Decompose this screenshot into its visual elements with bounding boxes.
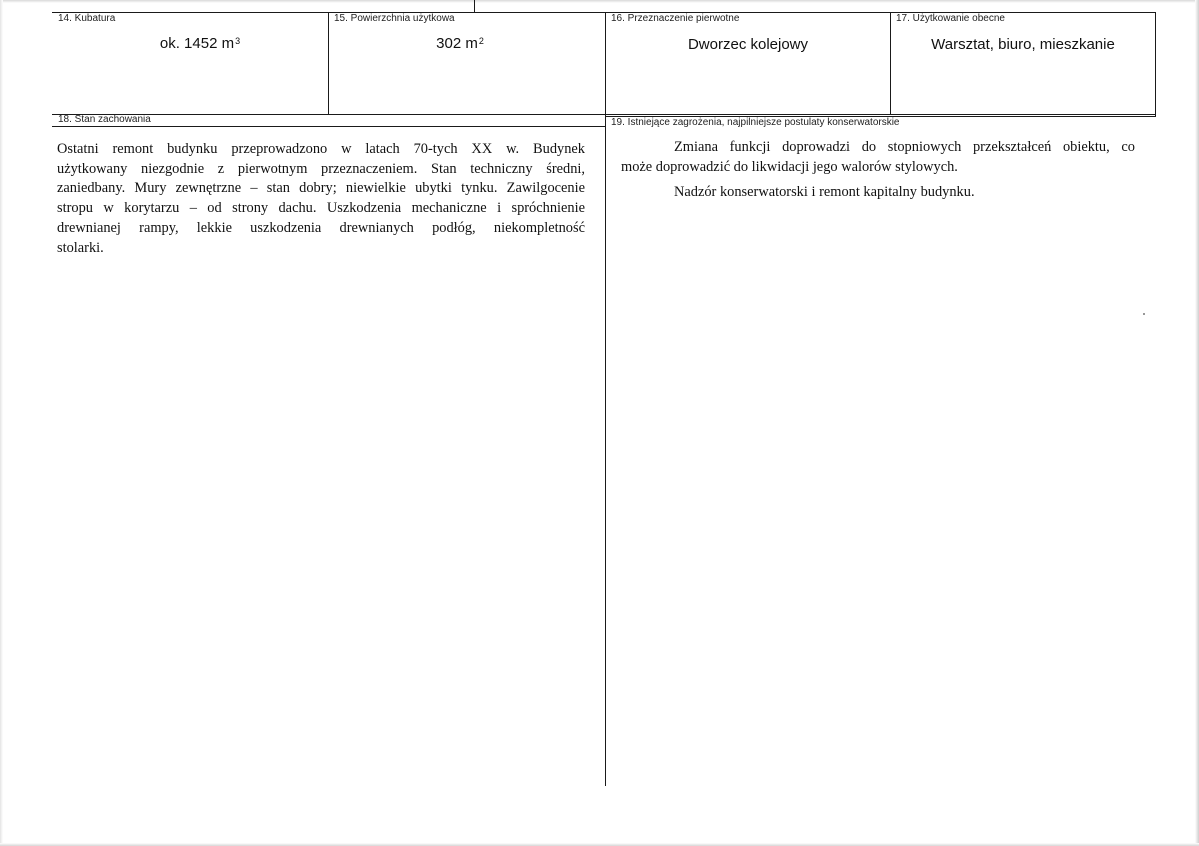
field-16-label: 16. Przeznaczenie pierwotne	[611, 13, 740, 24]
field-19-p1-line-2: może doprowadzić do likwidacji jego walorów stylowych.	[621, 158, 958, 175]
field-18-line-3: zaniedbany. Mury zewnętrzne – stan dobry; niewielkie ubytki tynku. Zawilgocenie	[57, 180, 585, 197]
field-14-unit-exponent: 3	[235, 36, 241, 46]
divider-main	[605, 12, 606, 786]
field-19-paragraph-1	[621, 138, 1135, 177]
field-18-line-6: stolarki.	[57, 239, 104, 256]
field-18-label: 18. Stan zachowania	[58, 114, 151, 125]
mid-border-line	[52, 114, 1156, 115]
field-15-value-text: 302 m	[436, 35, 478, 52]
field-14-label: 14. Kubatura	[58, 13, 116, 24]
field-15-label: 15. Powierzchnia użytkowa	[334, 13, 455, 24]
field-16-value: Dworzec kolejowy	[687, 36, 809, 53]
field-18-line-2: użytkowany niezgodnie z pierwotnym przeznaczeniem. Stan techniczny średni,	[57, 160, 585, 177]
field-15-unit-exponent: 2	[478, 36, 484, 46]
divider-14-15	[328, 12, 329, 114]
field-17-label: 17. Użytkowanie obecne	[896, 13, 1005, 24]
field-18-line-1: Ostatni remont budynku przeprowadzono w latach 70-tych XX w. Budynek	[57, 141, 585, 157]
field-18-line-4: stropu w korytarzu – od strony dachu. Uszkodzenia mechaniczne i spróchnienie	[57, 200, 585, 217]
field-19-paragraph-2: Nadzór konserwatorski i remont kapitalny budynku.	[674, 184, 975, 200]
scan-speck	[1143, 313, 1145, 315]
right-border-line	[1155, 12, 1156, 116]
field-19-p1-line-1: Zmiana funkcji doprowadzi do stopniowych przekształceń obiektu, co	[674, 139, 1135, 155]
scan-edge-left	[0, 0, 3, 846]
field-19-label: 19. Istniejące zagrożenia, najpilniejsze postulaty konserwatorskie	[611, 117, 900, 128]
field-14-value-text: ok. 1452 m	[159, 35, 235, 52]
field-18-text	[57, 140, 585, 258]
field-17-value: Warsztat, biuro, mieszkanie	[931, 36, 1115, 53]
top-tick-line	[474, 0, 475, 13]
divider-16-17	[890, 12, 891, 114]
field-14-value	[130, 35, 270, 53]
section18-label-underline	[52, 126, 605, 127]
field-15-value	[410, 35, 510, 53]
scan-edge-right	[1195, 0, 1199, 846]
scan-edge-top	[0, 0, 1199, 3]
field-18-line-5: drewnianej rampy, lekkie uszkodzenia drewnianych podłóg, niekompletność	[57, 219, 585, 236]
